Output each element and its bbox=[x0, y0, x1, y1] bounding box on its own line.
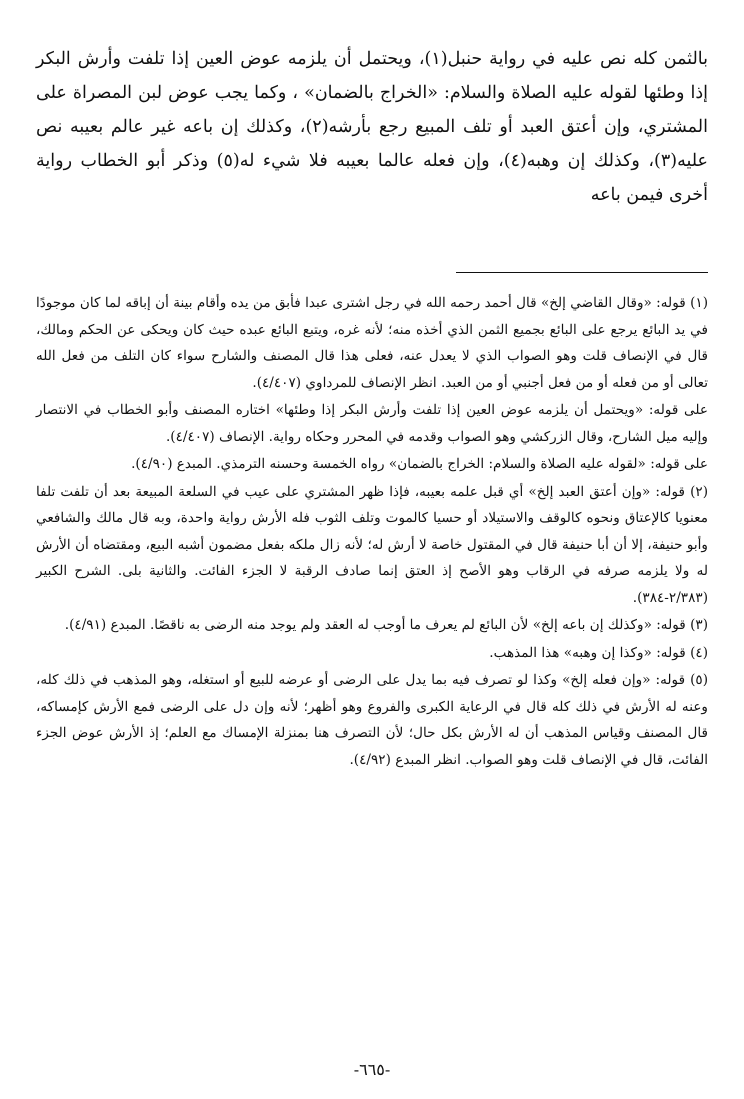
footnote-1-addendum-b bbox=[36, 451, 708, 478]
footnote-4 bbox=[36, 640, 708, 667]
footnote-number: (٥) bbox=[690, 672, 708, 688]
footnote-text: على قوله: «ويحتمل أن يلزمه عوض العين إذا تلفت وأرش البكر إذا وطئها» اختاره المصنف وأبو الخطاب في الانتصار وإليه ميل الشارح، وقال الزركشي وهو الصواب وقدمه في المحرر وحكاه رواية. الإنصاف (٤/٤٠٧). bbox=[36, 402, 708, 445]
footnote-number: (٣) bbox=[690, 617, 708, 633]
footnote-2 bbox=[36, 479, 708, 612]
footnote-text: قوله: «وكذلك إن باعه إلخ» لأن البائع لم يعرف ما أوجب له العقد ولم يوجد منه الرضى به ناقصًا. المبدع (٤/٩١). bbox=[64, 617, 686, 633]
main-paragraph: بالثمن كله نص عليه في رواية حنبل(١)، ويحتمل أن يلزمه عوض العين إذا تلفت وأرش البكر إذا وطئها لقوله عليه الصلاة والسلام: «الخراج بالضمان» ، وكما يجب عوض لبن المصراة على المشتري، وإن أعتق العبد أو تلف المبيع رجع بأرشه(٢)، وكذلك إن باعه غير عالم بعيبه نص عليه(٣)، وكذلك إن وهبه(٤)، وإن فعله عالما بعيبه فلا شيء له(٥) وذكر أبو الخطاب رواية أخرى فيمن باعه bbox=[36, 49, 708, 205]
main-text-block bbox=[36, 42, 708, 212]
footnote-1-addendum-a bbox=[36, 397, 708, 450]
page-number: -٦٦٥- bbox=[353, 1060, 391, 1079]
footnote-separator bbox=[456, 272, 708, 273]
footnote-5 bbox=[36, 667, 708, 773]
footnote-text: قوله: «وكذا إن وهبه» هذا المذهب. bbox=[489, 644, 686, 661]
footnote-text: قوله: «وإن أعتق العبد إلخ» أي قبل علمه بعيبه، فإذا ظهر المشتري على عيب في السلعة المبيعة بعد أن تلفت تلفا معنويا كالإعتاق ونحوه كالوقف والاستيلاد أو حسيا كالموت وتلف الثوب فله الأرش رواية واحدة، وبه قال مالك والشافعي وأبو حنيفة، إلا أن أبا حنيفة قال في المقتول خاصة لا أرش له؛ لأنه زال ملكه بفعل مضمون أشبه البيع، ومقتضاه أن الأرش له ولا يلزمه صرفه في الرقاب وهو الأصح إذ العتق إنما صادف الرقبة لا الجزء الفائت. والثانية بلى. الشرح الكبير (٢/٣٨٣-٣٨٤). bbox=[36, 483, 708, 606]
footnote-text: على قوله: «لقوله عليه الصلاة والسلام: الخراج بالضمان» رواه الخمسة وحسنه الترمذي. المبدع (٤/٩٠). bbox=[131, 456, 708, 472]
footnote-number: (٢) bbox=[690, 483, 708, 500]
footnote-1 bbox=[36, 290, 708, 396]
footnote-number: (٤) bbox=[690, 644, 708, 661]
footnotes-section bbox=[36, 290, 708, 774]
footnote-3 bbox=[36, 612, 708, 639]
footnote-number: (١) bbox=[690, 295, 708, 311]
footnote-text: قوله: «وقال القاضي إلخ» قال أحمد رحمه الله في رجل اشترى عبدا فأبق من يده وأقام بينة أن إباقه لما كان موجودًا في يد البائع يرجع على البائع بجميع الثمن الذي أخذه منه؛ لأنه غره، ويتبع البائع عبده حيث كان ويحكى عن الحكم ومالك، قال في الإنصاف قلت وهو الصواب الذي لا يعدل عنه، فعلى هذا قال المصنف والشارح سواء كان التلف من فعل الله تعالى أو من فعله أو من فعل أجنبي أو من العبد. انظر الإنصاف للمرداوي (٤/٤٠٧). bbox=[36, 295, 708, 391]
footnote-text: قوله: «وإن فعله إلخ» وكذا لو تصرف فيه بما يدل على الرضى أو عرضه للبيع أو استغله، وهو المذهب في ذلك كله، وعنه له الأرش في ذلك كله قال في الرعاية الكبرى والفروع وهو أظهر؛ لأنه وإن دل على الرضى فمع الأرش كإمساكه، قال المصنف وقياس المذهب أن له الأرش بكل حال؛ لأن التصرف هنا بمنزلة الإمساك مع العلم؛ إذ الأرش عوض الجزء الفائت، قال في الإنصاف قلت وهو الصواب. انظر المبدع (٤/٩٢). bbox=[36, 672, 708, 768]
